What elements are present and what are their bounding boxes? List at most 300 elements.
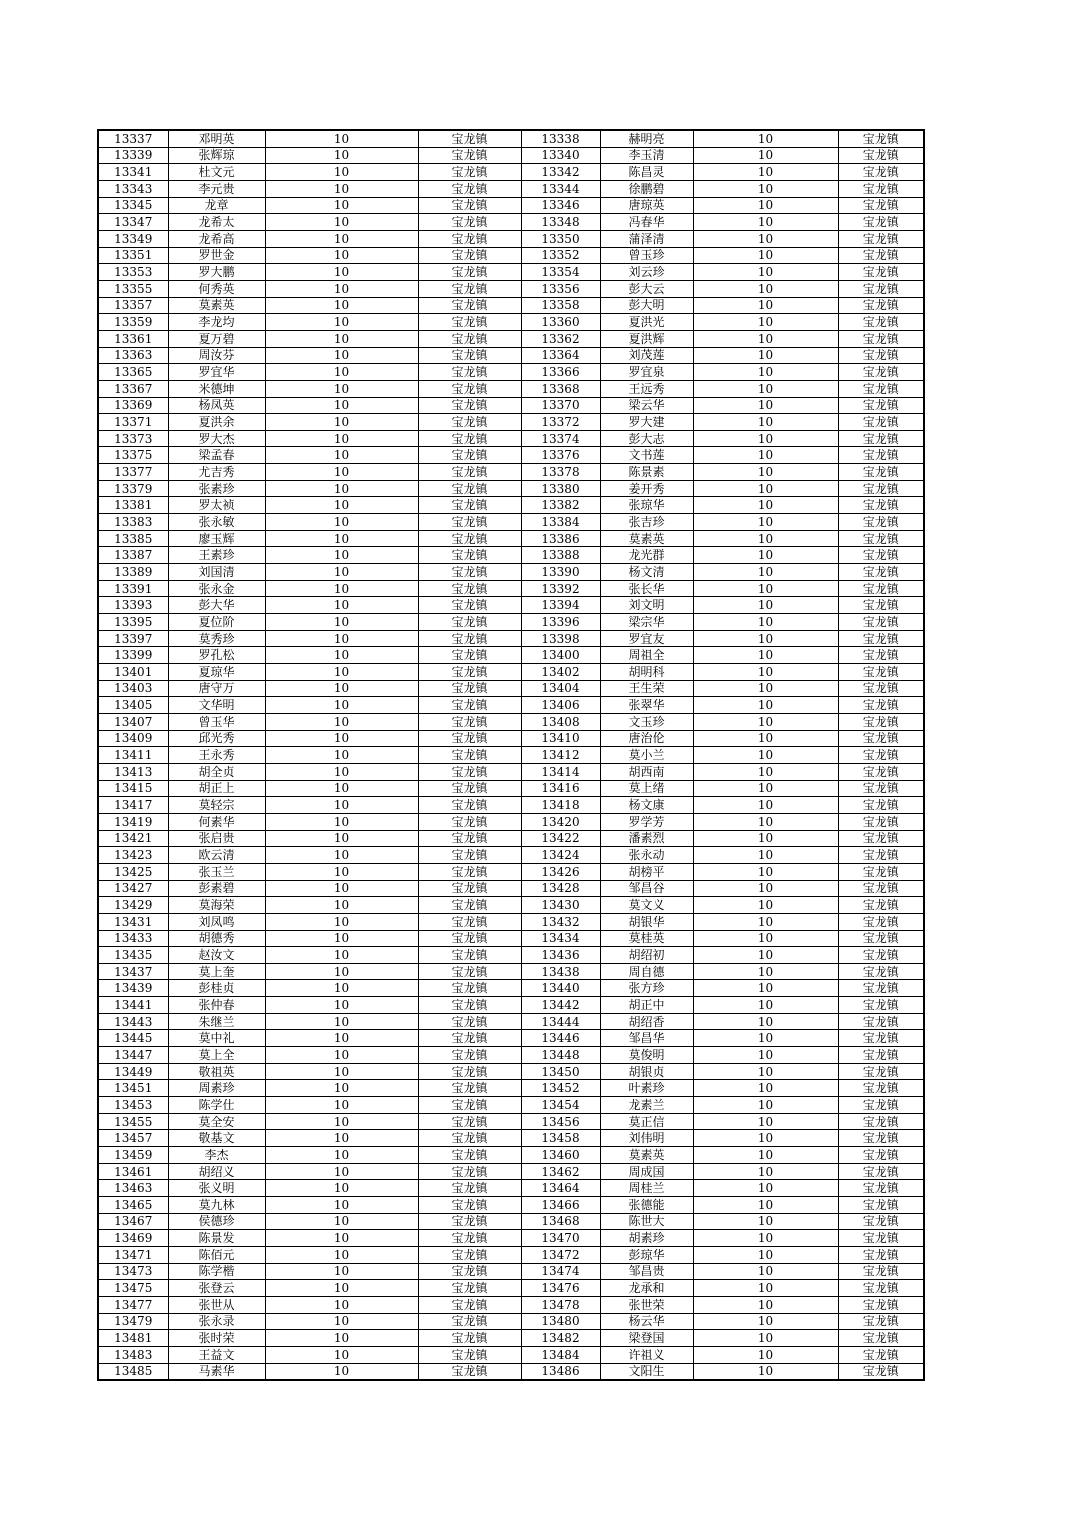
town-left: 宝龙镇: [418, 414, 521, 431]
town-left: 宝龙镇: [418, 530, 521, 547]
table-row: [98, 247, 924, 264]
table-row: [98, 913, 924, 930]
person-name-left: 张启贵: [168, 830, 265, 847]
record-id-left: 13429: [98, 897, 168, 914]
person-name-right: 张方珍: [600, 980, 693, 997]
town-right: 宝龙镇: [838, 1330, 924, 1347]
record-id-left: 13399: [98, 647, 168, 664]
person-name-left: 莫素英: [168, 297, 265, 314]
record-id-left: 13443: [98, 1013, 168, 1030]
record-id-left: 13481: [98, 1330, 168, 1347]
record-id-left: 13423: [98, 847, 168, 864]
person-name-left: 赵汝文: [168, 947, 265, 964]
record-id-left: 13475: [98, 1280, 168, 1297]
amount-right: 10: [693, 1363, 838, 1380]
record-id-left: 13447: [98, 1047, 168, 1064]
person-name-left: 邓明英: [168, 130, 265, 147]
table-row: [98, 980, 924, 997]
amount-right: 10: [693, 330, 838, 347]
person-name-right: 夏洪光: [600, 314, 693, 331]
town-right: 宝龙镇: [838, 614, 924, 631]
amount-left: 10: [265, 763, 418, 780]
record-id-right: 13416: [521, 780, 600, 797]
person-name-left: 莫九林: [168, 1197, 265, 1214]
record-id-left: 13435: [98, 947, 168, 964]
town-right: 宝龙镇: [838, 1047, 924, 1064]
amount-left: 10: [265, 647, 418, 664]
town-left: 宝龙镇: [418, 1030, 521, 1047]
record-id-left: 13357: [98, 297, 168, 314]
amount-left: 10: [265, 813, 418, 830]
table-row: [98, 297, 924, 314]
amount-left: 10: [265, 1180, 418, 1197]
record-id-left: 13451: [98, 1080, 168, 1097]
amount-left: 10: [265, 614, 418, 631]
record-id-right: 13446: [521, 1030, 600, 1047]
amount-left: 10: [265, 1113, 418, 1130]
record-id-right: 13342: [521, 164, 600, 181]
table-row: [98, 1296, 924, 1313]
person-name-left: 陈景发: [168, 1230, 265, 1247]
town-right: 宝龙镇: [838, 680, 924, 697]
town-left: 宝龙镇: [418, 1296, 521, 1313]
person-name-left: 张永敏: [168, 514, 265, 531]
record-id-right: 13338: [521, 130, 600, 147]
table-row: [98, 647, 924, 664]
amount-right: 10: [693, 530, 838, 547]
record-id-left: 13417: [98, 797, 168, 814]
person-name-left: 莫海荣: [168, 897, 265, 914]
person-name-right: 梁宗华: [600, 614, 693, 631]
amount-right: 10: [693, 180, 838, 197]
record-id-right: 13412: [521, 747, 600, 764]
record-id-right: 13388: [521, 547, 600, 564]
record-id-left: 13427: [98, 880, 168, 897]
town-left: 宝龙镇: [418, 1180, 521, 1197]
person-name-left: 张永金: [168, 580, 265, 597]
record-id-left: 13373: [98, 430, 168, 447]
amount-right: 10: [693, 780, 838, 797]
person-name-left: 陈学楷: [168, 1263, 265, 1280]
record-id-right: 13440: [521, 980, 600, 997]
amount-left: 10: [265, 880, 418, 897]
person-name-right: 张吉珍: [600, 514, 693, 531]
town-right: 宝龙镇: [838, 1296, 924, 1313]
amount-right: 10: [693, 913, 838, 930]
person-name-right: 杨文清: [600, 564, 693, 581]
table-row: [98, 664, 924, 681]
table-row: [98, 630, 924, 647]
town-right: 宝龙镇: [838, 1013, 924, 1030]
person-name-left: 胡绍义: [168, 1163, 265, 1180]
person-name-right: 叶素珍: [600, 1080, 693, 1097]
amount-left: 10: [265, 897, 418, 914]
town-left: 宝龙镇: [418, 897, 521, 914]
table-row: [98, 863, 924, 880]
town-right: 宝龙镇: [838, 797, 924, 814]
table-row: [98, 397, 924, 414]
record-id-right: 13474: [521, 1263, 600, 1280]
record-id-left: 13477: [98, 1296, 168, 1313]
person-name-left: 周汝芬: [168, 347, 265, 364]
amount-left: 10: [265, 630, 418, 647]
amount-right: 10: [693, 713, 838, 730]
amount-left: 10: [265, 147, 418, 164]
amount-left: 10: [265, 1346, 418, 1363]
amount-right: 10: [693, 947, 838, 964]
person-name-left: 张登云: [168, 1280, 265, 1297]
person-name-left: 尤吉秀: [168, 464, 265, 481]
person-name-right: 胡明科: [600, 664, 693, 681]
person-name-left: 夏位阶: [168, 614, 265, 631]
table-row: [98, 930, 924, 947]
town-right: 宝龙镇: [838, 364, 924, 381]
amount-right: 10: [693, 1147, 838, 1164]
amount-right: 10: [693, 1197, 838, 1214]
record-id-right: 13452: [521, 1080, 600, 1097]
record-id-left: 13345: [98, 197, 168, 214]
record-id-right: 13430: [521, 897, 600, 914]
person-name-right: 张翠华: [600, 697, 693, 714]
person-name-right: 王生荣: [600, 680, 693, 697]
record-id-right: 13470: [521, 1230, 600, 1247]
table-row: [98, 230, 924, 247]
record-id-left: 13407: [98, 713, 168, 730]
town-right: 宝龙镇: [838, 130, 924, 147]
town-right: 宝龙镇: [838, 713, 924, 730]
town-left: 宝龙镇: [418, 1246, 521, 1263]
amount-left: 10: [265, 1197, 418, 1214]
record-id-right: 13384: [521, 514, 600, 531]
amount-left: 10: [265, 1097, 418, 1114]
table-row: [98, 730, 924, 747]
town-left: 宝龙镇: [418, 780, 521, 797]
person-name-right: 周桂兰: [600, 1180, 693, 1197]
amount-left: 10: [265, 780, 418, 797]
person-name-left: 李杰: [168, 1147, 265, 1164]
town-left: 宝龙镇: [418, 1280, 521, 1297]
record-id-left: 13385: [98, 530, 168, 547]
town-left: 宝龙镇: [418, 664, 521, 681]
amount-right: 10: [693, 747, 838, 764]
town-right: 宝龙镇: [838, 447, 924, 464]
table-row: [98, 1180, 924, 1197]
record-id-right: 13396: [521, 614, 600, 631]
town-left: 宝龙镇: [418, 1097, 521, 1114]
town-left: 宝龙镇: [418, 813, 521, 830]
town-left: 宝龙镇: [418, 280, 521, 297]
record-id-left: 13371: [98, 414, 168, 431]
record-id-right: 13428: [521, 880, 600, 897]
town-left: 宝龙镇: [418, 497, 521, 514]
person-name-left: 侯德珍: [168, 1213, 265, 1230]
record-id-left: 13359: [98, 314, 168, 331]
record-id-right: 13478: [521, 1296, 600, 1313]
person-name-right: 张世荣: [600, 1296, 693, 1313]
table-row: [98, 1246, 924, 1263]
record-id-left: 13471: [98, 1246, 168, 1263]
town-left: 宝龙镇: [418, 347, 521, 364]
record-id-left: 13391: [98, 580, 168, 597]
person-name-right: 张德能: [600, 1197, 693, 1214]
person-name-left: 龙章: [168, 197, 265, 214]
person-name-right: 胡绍初: [600, 947, 693, 964]
table-row: [98, 813, 924, 830]
record-id-left: 13419: [98, 813, 168, 830]
amount-left: 10: [265, 464, 418, 481]
person-name-left: 廖玉辉: [168, 530, 265, 547]
record-id-left: 13425: [98, 863, 168, 880]
town-right: 宝龙镇: [838, 247, 924, 264]
amount-right: 10: [693, 1296, 838, 1313]
town-right: 宝龙镇: [838, 1097, 924, 1114]
amount-right: 10: [693, 1330, 838, 1347]
table-row: [98, 1363, 924, 1380]
record-id-left: 13449: [98, 1063, 168, 1080]
amount-left: 10: [265, 1147, 418, 1164]
record-id-left: 13367: [98, 380, 168, 397]
record-id-left: 13439: [98, 980, 168, 997]
amount-right: 10: [693, 214, 838, 231]
town-right: 宝龙镇: [838, 180, 924, 197]
record-id-right: 13462: [521, 1163, 600, 1180]
record-id-right: 13418: [521, 797, 600, 814]
amount-right: 10: [693, 364, 838, 381]
person-name-left: 欧云清: [168, 847, 265, 864]
town-left: 宝龙镇: [418, 980, 521, 997]
record-id-left: 13365: [98, 364, 168, 381]
person-name-right: 徐鹏碧: [600, 180, 693, 197]
amount-left: 10: [265, 197, 418, 214]
record-id-right: 13484: [521, 1346, 600, 1363]
person-name-right: 莫小兰: [600, 747, 693, 764]
town-right: 宝龙镇: [838, 547, 924, 564]
amount-left: 10: [265, 430, 418, 447]
record-id-left: 13381: [98, 497, 168, 514]
amount-right: 10: [693, 1230, 838, 1247]
town-right: 宝龙镇: [838, 197, 924, 214]
amount-right: 10: [693, 164, 838, 181]
town-left: 宝龙镇: [418, 847, 521, 864]
town-left: 宝龙镇: [418, 747, 521, 764]
amount-left: 10: [265, 1313, 418, 1330]
town-right: 宝龙镇: [838, 880, 924, 897]
amount-right: 10: [693, 347, 838, 364]
record-id-left: 13431: [98, 913, 168, 930]
amount-left: 10: [265, 514, 418, 531]
amount-left: 10: [265, 214, 418, 231]
person-name-right: 蒲泽清: [600, 230, 693, 247]
amount-left: 10: [265, 330, 418, 347]
person-name-left: 杨凤英: [168, 397, 265, 414]
table-row: [98, 897, 924, 914]
person-name-right: 张长华: [600, 580, 693, 597]
amount-right: 10: [693, 230, 838, 247]
table-row: [98, 1113, 924, 1130]
person-name-left: 罗世金: [168, 247, 265, 264]
table-row: [98, 1230, 924, 1247]
person-name-left: 胡德秀: [168, 930, 265, 947]
table-row: [98, 1163, 924, 1180]
record-id-right: 13426: [521, 863, 600, 880]
table-row: [98, 147, 924, 164]
amount-left: 10: [265, 397, 418, 414]
town-left: 宝龙镇: [418, 514, 521, 531]
town-right: 宝龙镇: [838, 913, 924, 930]
amount-left: 10: [265, 847, 418, 864]
amount-right: 10: [693, 1263, 838, 1280]
person-name-right: 胡银华: [600, 913, 693, 930]
person-name-right: 刘伟明: [600, 1130, 693, 1147]
town-left: 宝龙镇: [418, 1346, 521, 1363]
person-name-left: 莫中礼: [168, 1030, 265, 1047]
person-name-right: 张琼华: [600, 497, 693, 514]
town-right: 宝龙镇: [838, 1063, 924, 1080]
amount-right: 10: [693, 680, 838, 697]
town-left: 宝龙镇: [418, 930, 521, 947]
town-right: 宝龙镇: [838, 1363, 924, 1380]
person-name-left: 罗孔松: [168, 647, 265, 664]
town-left: 宝龙镇: [418, 1113, 521, 1130]
amount-right: 10: [693, 447, 838, 464]
amount-left: 10: [265, 564, 418, 581]
town-left: 宝龙镇: [418, 1330, 521, 1347]
table-row: [98, 580, 924, 597]
person-name-right: 罗宜友: [600, 630, 693, 647]
town-right: 宝龙镇: [838, 1080, 924, 1097]
person-name-right: 罗学芳: [600, 813, 693, 830]
amount-left: 10: [265, 580, 418, 597]
record-id-left: 13413: [98, 763, 168, 780]
amount-right: 10: [693, 1097, 838, 1114]
town-left: 宝龙镇: [418, 763, 521, 780]
person-name-left: 陈学仕: [168, 1097, 265, 1114]
person-name-left: 彭素碧: [168, 880, 265, 897]
table-row: [98, 997, 924, 1014]
person-name-right: 文书莲: [600, 447, 693, 464]
record-id-left: 13405: [98, 697, 168, 714]
person-name-left: 夏琼华: [168, 664, 265, 681]
person-name-right: 陈昌灵: [600, 164, 693, 181]
town-right: 宝龙镇: [838, 1130, 924, 1147]
town-left: 宝龙镇: [418, 1013, 521, 1030]
record-id-left: 13403: [98, 680, 168, 697]
amount-right: 10: [693, 997, 838, 1014]
person-name-left: 胡全贞: [168, 763, 265, 780]
town-left: 宝龙镇: [418, 297, 521, 314]
record-id-right: 13422: [521, 830, 600, 847]
amount-right: 10: [693, 430, 838, 447]
record-id-right: 13438: [521, 963, 600, 980]
amount-right: 10: [693, 547, 838, 564]
town-left: 宝龙镇: [418, 480, 521, 497]
table-row: [98, 1030, 924, 1047]
record-id-left: 13375: [98, 447, 168, 464]
record-id-right: 13350: [521, 230, 600, 247]
amount-left: 10: [265, 1230, 418, 1247]
table-row: [98, 830, 924, 847]
record-id-right: 13358: [521, 297, 600, 314]
town-left: 宝龙镇: [418, 564, 521, 581]
town-right: 宝龙镇: [838, 230, 924, 247]
town-left: 宝龙镇: [418, 380, 521, 397]
record-id-left: 13389: [98, 564, 168, 581]
record-id-left: 13433: [98, 930, 168, 947]
town-right: 宝龙镇: [838, 897, 924, 914]
town-left: 宝龙镇: [418, 1363, 521, 1380]
person-name-right: 姜开秀: [600, 480, 693, 497]
record-id-left: 13351: [98, 247, 168, 264]
amount-left: 10: [265, 1363, 418, 1380]
person-name-right: 文阳生: [600, 1363, 693, 1380]
amount-left: 10: [265, 680, 418, 697]
person-name-right: 邹昌谷: [600, 880, 693, 897]
town-right: 宝龙镇: [838, 863, 924, 880]
record-id-right: 13436: [521, 947, 600, 964]
amount-right: 10: [693, 647, 838, 664]
town-left: 宝龙镇: [418, 147, 521, 164]
town-right: 宝龙镇: [838, 1163, 924, 1180]
table-row: [98, 1063, 924, 1080]
record-id-right: 13374: [521, 430, 600, 447]
person-name-left: 张时荣: [168, 1330, 265, 1347]
record-id-right: 13424: [521, 847, 600, 864]
record-id-right: 13382: [521, 497, 600, 514]
town-left: 宝龙镇: [418, 614, 521, 631]
person-name-right: 罗宜泉: [600, 364, 693, 381]
town-left: 宝龙镇: [418, 164, 521, 181]
person-name-left: 王永秀: [168, 747, 265, 764]
person-name-right: 莫素英: [600, 530, 693, 547]
person-name-left: 莫全安: [168, 1113, 265, 1130]
amount-left: 10: [265, 1063, 418, 1080]
amount-right: 10: [693, 1030, 838, 1047]
town-left: 宝龙镇: [418, 247, 521, 264]
town-right: 宝龙镇: [838, 1313, 924, 1330]
record-id-left: 13453: [98, 1097, 168, 1114]
amount-right: 10: [693, 1280, 838, 1297]
table-row: [98, 1197, 924, 1214]
town-right: 宝龙镇: [838, 780, 924, 797]
record-id-left: 13469: [98, 1230, 168, 1247]
amount-right: 10: [693, 1063, 838, 1080]
amount-right: 10: [693, 1213, 838, 1230]
person-name-right: 莫桂英: [600, 930, 693, 947]
person-name-right: 潘素烈: [600, 830, 693, 847]
person-name-left: 龙希高: [168, 230, 265, 247]
person-name-right: 龙光群: [600, 547, 693, 564]
record-id-right: 13486: [521, 1363, 600, 1380]
record-id-right: 13400: [521, 647, 600, 664]
record-id-left: 13379: [98, 480, 168, 497]
person-name-left: 敬基文: [168, 1130, 265, 1147]
town-right: 宝龙镇: [838, 930, 924, 947]
town-right: 宝龙镇: [838, 763, 924, 780]
record-id-right: 13378: [521, 464, 600, 481]
record-id-right: 13482: [521, 1330, 600, 1347]
record-id-left: 13473: [98, 1263, 168, 1280]
record-id-right: 13394: [521, 597, 600, 614]
person-name-right: 梁云华: [600, 397, 693, 414]
amount-left: 10: [265, 497, 418, 514]
person-name-right: 唐治伦: [600, 730, 693, 747]
record-id-right: 13372: [521, 414, 600, 431]
record-id-right: 13380: [521, 480, 600, 497]
person-name-right: 周成国: [600, 1163, 693, 1180]
record-id-left: 13461: [98, 1163, 168, 1180]
amount-left: 10: [265, 747, 418, 764]
record-id-right: 13366: [521, 364, 600, 381]
